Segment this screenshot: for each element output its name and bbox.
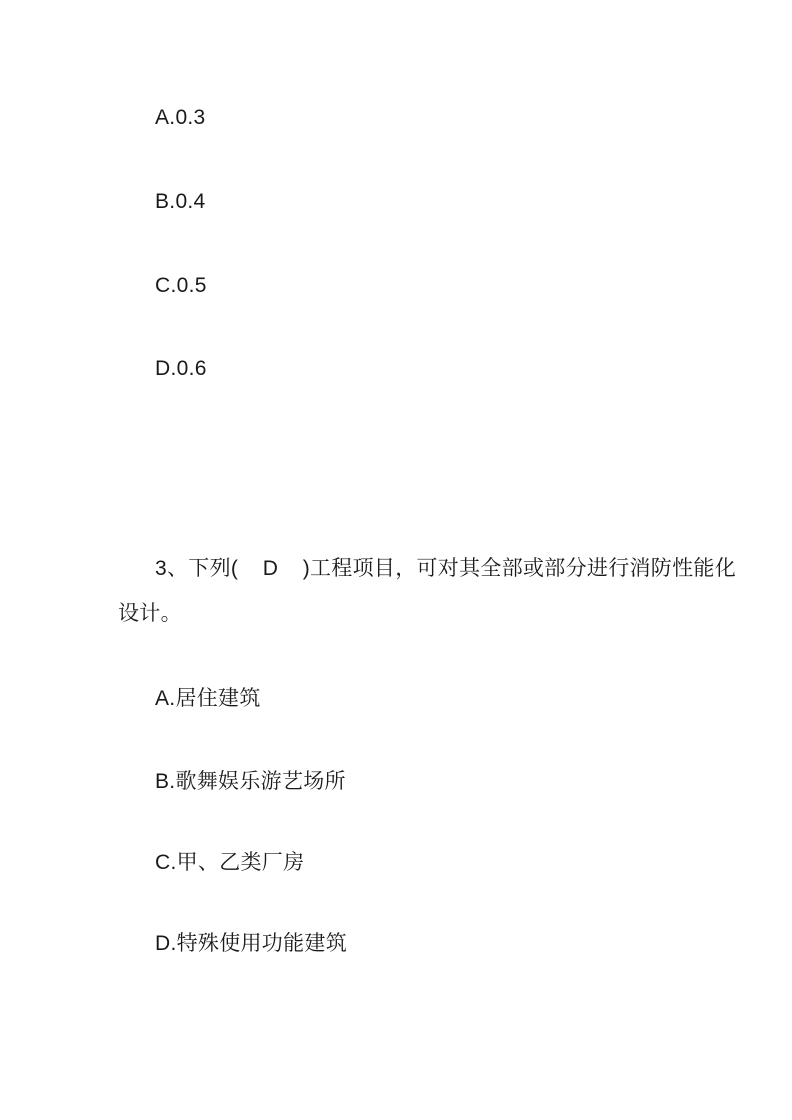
top-option-b: B.0.4 [155,190,206,213]
question-3-stem-line-1: 3、下列( D )工程项目，可对其全部或部分进行消防性能化 [155,557,737,580]
question-3-option-d: D.特殊使用功能建筑 [155,932,347,955]
question-3-option-c: C.甲、乙类厂房 [155,851,305,874]
question-3-stem-line-2: 设计。 [118,602,182,625]
top-option-d: D.0.6 [155,357,207,380]
top-option-a: A.0.3 [155,106,206,129]
top-option-c: C.0.5 [155,274,207,297]
question-3-option-a: A.居住建筑 [155,687,261,710]
question-3-option-b: B.歌舞娱乐游艺场所 [155,770,346,793]
